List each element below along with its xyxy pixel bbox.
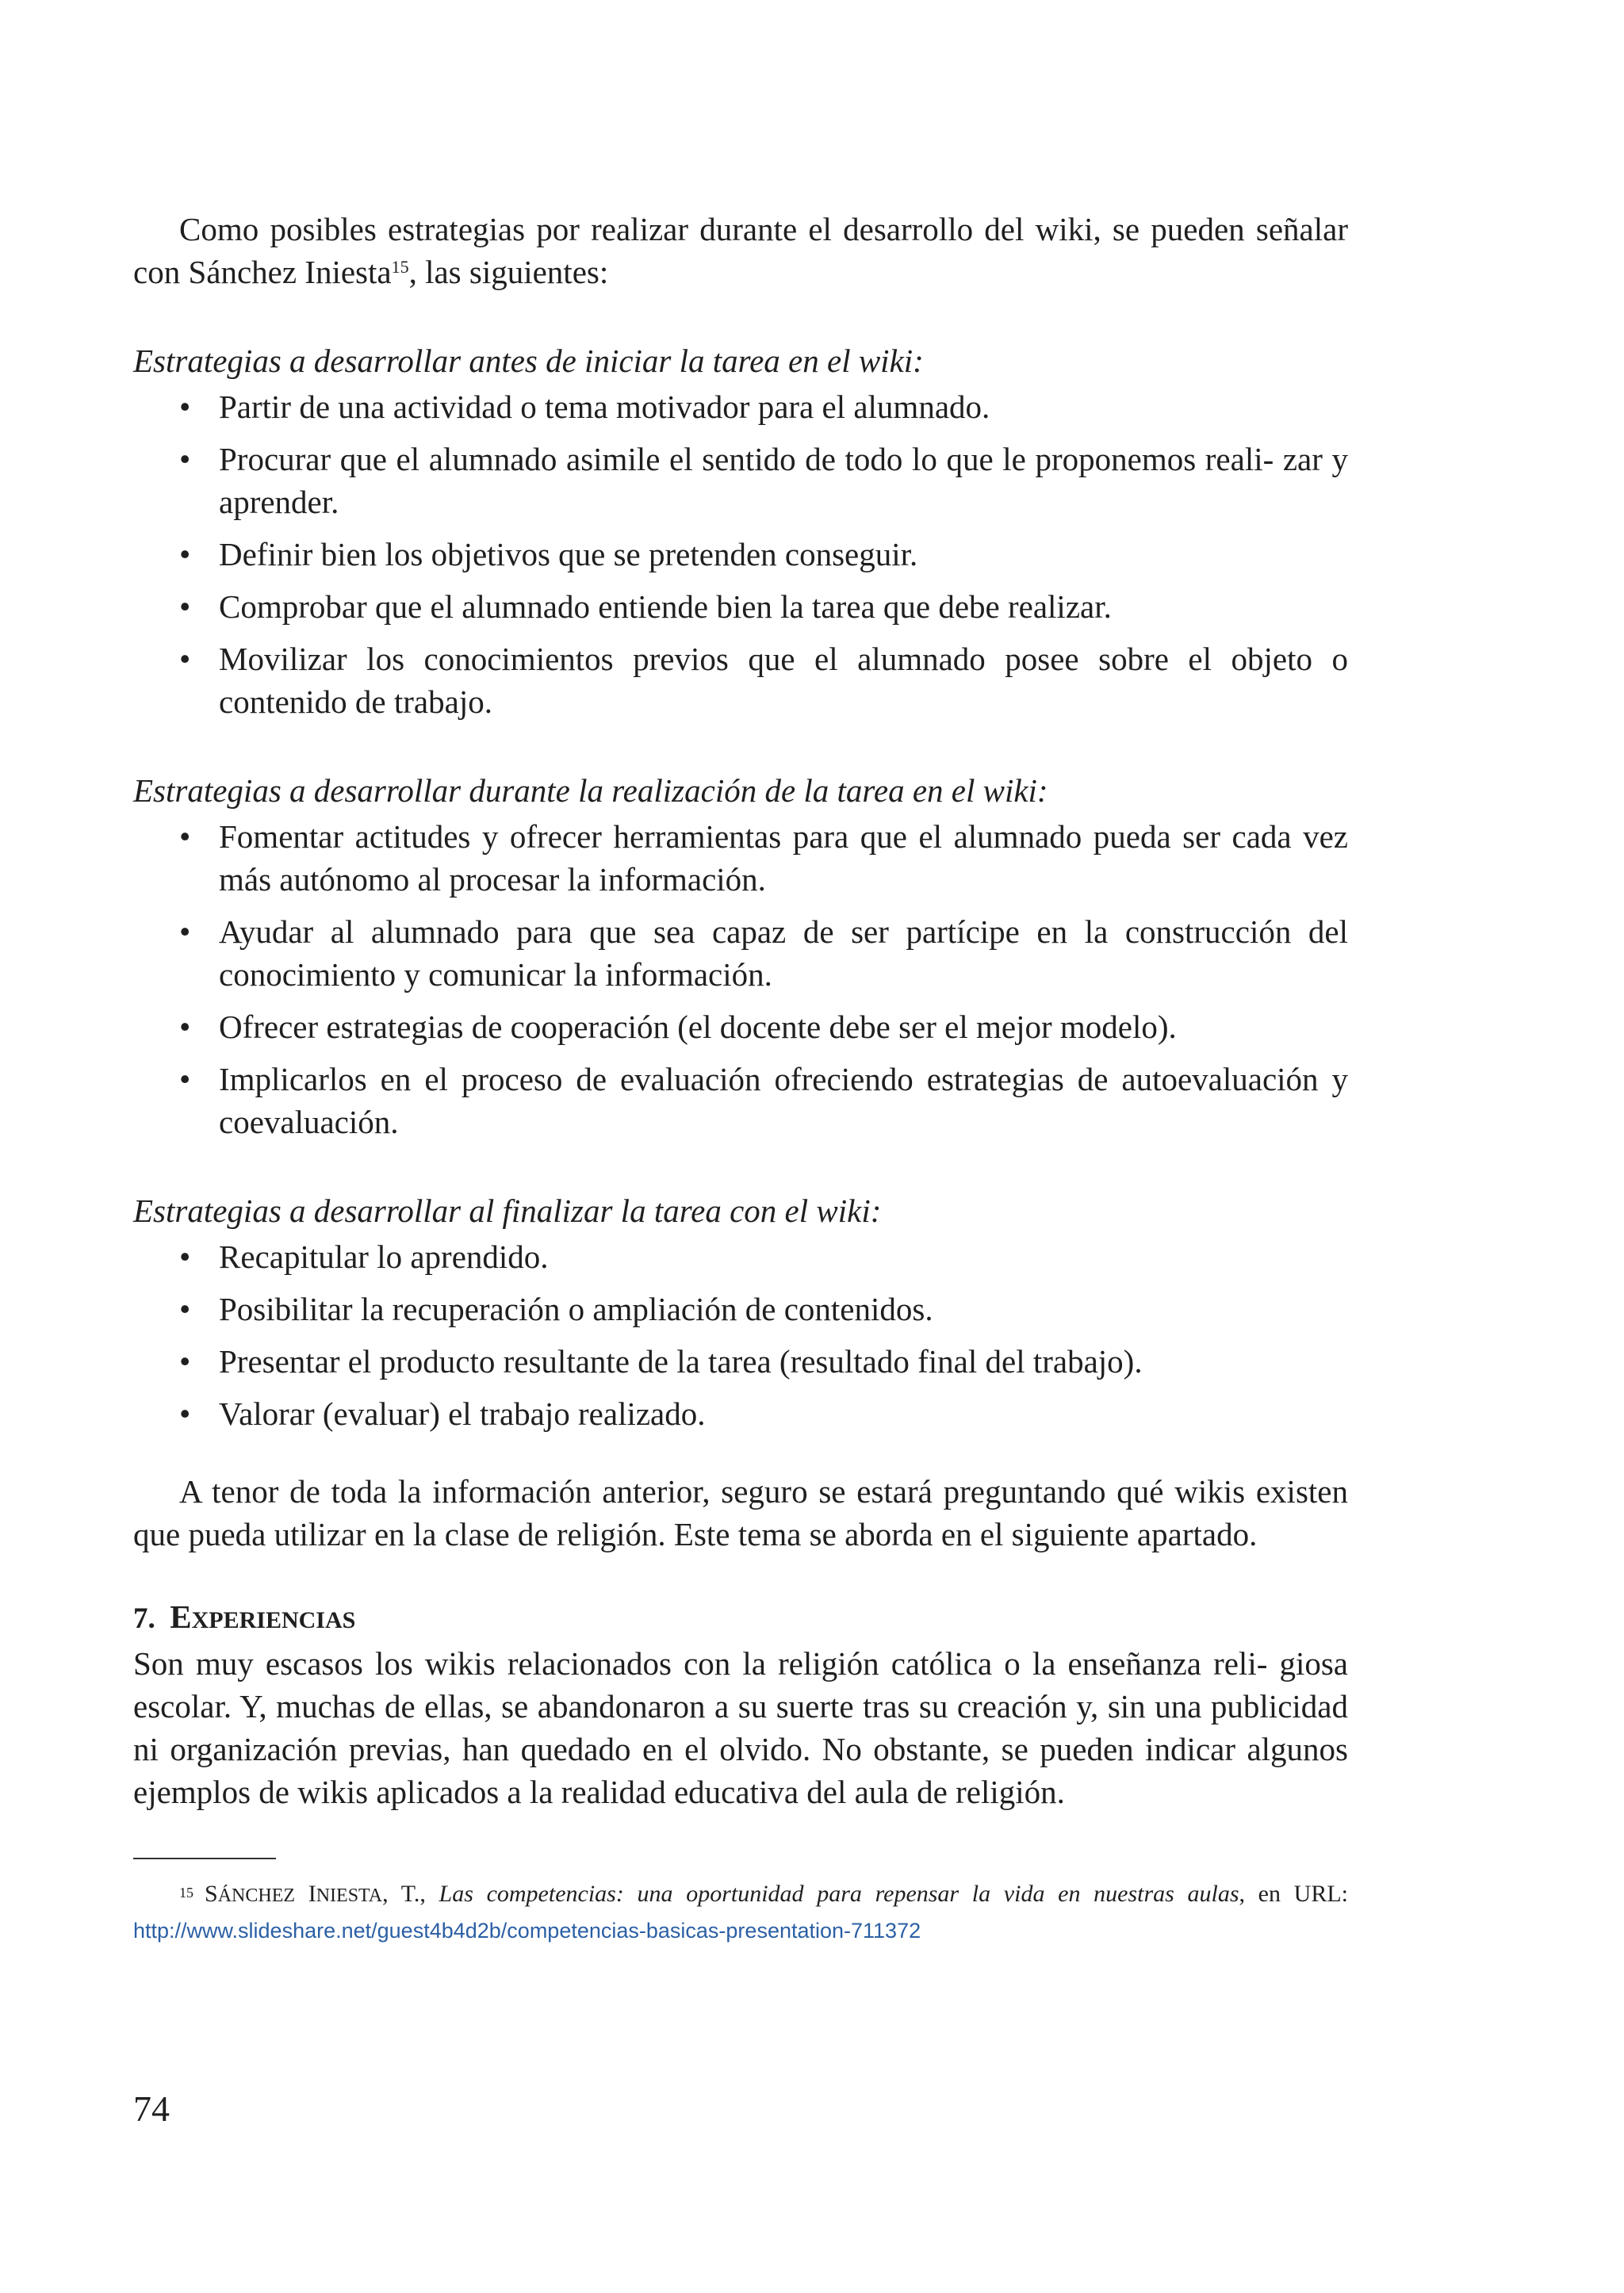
bullet-icon: • xyxy=(179,588,191,625)
bullet-icon: • xyxy=(179,536,191,572)
footnote-mark: 15 xyxy=(179,1885,193,1901)
list-item: • Ofrecer estrategias de cooperación (el docente debe ser el mejor modelo). xyxy=(133,1005,1348,1048)
bullet-icon: • xyxy=(179,641,191,677)
bullet-icon: • xyxy=(179,1395,191,1432)
page-body xyxy=(133,208,1348,1948)
list-finalizar xyxy=(133,1235,1348,1435)
section-title-antes: Estrategias a desarrollar antes de iniciar la tarea en el wiki: xyxy=(133,343,924,379)
list-item: • Implicarlos en el proceso de evaluación ofreciendo estrategias de autoevaluación y coevaluación. xyxy=(133,1058,1348,1143)
bullet-icon: • xyxy=(179,1009,191,1045)
bullet-icon: • xyxy=(179,441,191,477)
list-item: • Valorar (evaluar) el trabajo realizado. xyxy=(133,1392,1348,1435)
conclusion-paragraph: A tenor de toda la información anterior, seguro se estará preguntando qué wikis existen que pueda utilizar en la clase de religión. Este tema se aborda en el siguiente apartado. xyxy=(133,1473,1348,1552)
list-item: • Fomentar actitudes y ofrecer herramientas para que el alumnado pueda ser cada vez más autónomo al procesar la información. xyxy=(133,815,1348,901)
bullet-icon: • xyxy=(179,818,191,855)
footnote-title: Las competencias: una oportunidad para repensar la vida en nuestras aulas xyxy=(439,1881,1239,1907)
list-item: • Definir bien los objetivos que se pretenden conseguir. xyxy=(133,533,1348,576)
section-title-durante: Estrategias a desarrollar durante la realización de la tarea en el wiki: xyxy=(133,772,1048,809)
footnote-reference[interactable]: 15 xyxy=(391,257,409,277)
list-item: • Comprobar que el alumnado entiende bien la tarea que debe realizar. xyxy=(133,585,1348,628)
bullet-icon: • xyxy=(179,913,191,950)
heading-number: 7. xyxy=(133,1602,155,1635)
list-item: • Presentar el producto resultante de la tarea (resultado final del trabajo). xyxy=(133,1340,1348,1383)
page-number: 74 xyxy=(133,2088,170,2129)
footnote-url-link[interactable]: http://www.slideshare.net/guest4b4d2b/competencias-basicas-presentation-711372 xyxy=(133,1919,921,1943)
list-item: • Posibilitar la recuperación o ampliación de contenidos. xyxy=(133,1288,1348,1330)
list-item: • Procurar que el alumnado asimile el sentido de todo lo que le proponemos reali- zar y aprender. xyxy=(133,438,1348,523)
section-title-finalizar: Estrategias a desarrollar al finalizar la tarea con el wiki: xyxy=(133,1192,882,1229)
list-item: • Ayudar al alumnado para que sea capaz de ser partícipe en la construcción del conocimiento y comunicar la información. xyxy=(133,910,1348,996)
section-heading-experiencias: 7. EXPERIENCIAS xyxy=(133,1598,356,1635)
intro-paragraph xyxy=(133,208,1348,293)
bullet-icon: • xyxy=(179,1291,191,1327)
bullet-icon: • xyxy=(179,1343,191,1380)
bullet-icon: • xyxy=(179,1238,191,1275)
footnote: $^{15}$ SÁNCHEZ INIESTA, T., Las competencias: una oportunidad para repensar la vida en nuestras aulas, en URL: http://www.slideshare.net/guest4b4d2b/competencias-basicas-presentation-711372 xyxy=(133,1881,1349,1943)
bullet-icon: • xyxy=(179,1061,191,1097)
list-item: • Recapitular lo aprendido. xyxy=(133,1235,1348,1278)
intro-text: Como posibles estrategias por realizar durante el desarrollo del wiki, se pueden señalar con Sánchez Iniesta xyxy=(133,211,1348,290)
list-durante xyxy=(133,815,1348,1143)
intro-text-end: , las siguientes: xyxy=(408,254,609,290)
list-item: • Partir de una actividad o tema motivador para el alumnado. xyxy=(133,385,1348,428)
list-item: • Movilizar los conocimientos previos que el alumnado posee sobre el objeto o contenido de trabajo. xyxy=(133,637,1348,723)
bullet-icon: • xyxy=(179,389,191,425)
list-antes xyxy=(133,385,1348,723)
experiencias-paragraph: Son muy escasos los wikis relacionados con la religión católica o la enseñanza reli- giosa escolar. Y, muchas de ellas, se abandonaron a su suerte tras su creación y, sin una publicidad ni organización previas, han quedado en el olvido. No obstante, se pueden indicar algunos ejemplos de wikis aplicados a la realidad educativa del aula de religión. xyxy=(133,1645,1348,1810)
